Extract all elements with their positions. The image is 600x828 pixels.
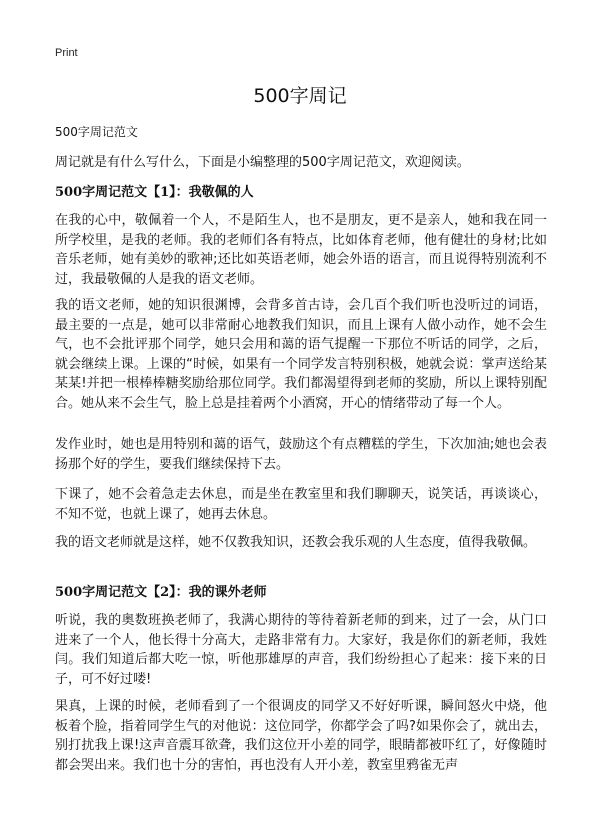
- section-1-paragraph-2: 我的语文老师，她的知识很渊博，会背多首古诗，会几百个我们听也没听过的词语，最主要的一点是，她可以非常耐心地教我们知识，而且上课有人做小动作，她不会生气，也不会批评那个同学，她只会用和蔼的语气提醒一下那位不听话的同学，之后，就会继续上课。上课的“时候，如果有一个同学发言特别积极，她就会说：掌声送给某某某!并把一根棒棒糖奖励给那位同学。我们都渴望得到老师的奖励，所以上课特别配合。她从来不会生气，脸上总是挂着两个小酒窝，开心的情绪带动了每一个人。: [55, 298, 547, 411]
- section-heading-2: 500字周记范文【2】：我的课外老师: [55, 585, 267, 600]
- section-1-paragraph-3: 发作业时，她也是用特别和蔼的语气，鼓励这个有点糟糕的学生，下次加油;她也会表扬那个好的学生，要我们继续保持下去。: [55, 437, 547, 472]
- section-1-paragraph-5: 我的语文老师就是这样，她不仅教我知识，还教会我乐观的人生态度，值得我敬佩。: [55, 535, 537, 550]
- print-link[interactable]: Print: [55, 47, 78, 59]
- document-subtitle: 500字周记范文: [55, 125, 138, 139]
- section-2-paragraph-1: 听说，我的奥数班换老师了，我满心期待的等待着新老师的到来，过了一会，从门口进来了一个人，他长得十分高大，走路非常有力。大家好，我是你们的新老师，我姓闫。我们知道后都大吃一惊，听他那雄厚的声音，我们纷纷担心了起来：接下来的日子，可不好过喽!: [55, 613, 547, 687]
- document-title: 500字周记: [253, 85, 347, 107]
- section-1-paragraph-4: 下课了，她不会着急走去休息，而是坐在教室里和我们聊聊天，说笑话，再谈谈心，不知不觉，也就上课了，她再去休息。: [55, 487, 547, 522]
- intro-paragraph: 周记就是有什么写什么，下面是小编整理的500字周记范文，欢迎阅读。: [55, 155, 470, 170]
- section-2-paragraph-2: 果真，上课的时候，老师看到了一个很调皮的同学又不好好听课，瞬间怒火中烧，他板着个脸，指着同学生气的对他说：这位同学，你都学会了吗?如果你会了，就出去，别打扰我上课!这声音震耳欲聋，我们这位开小差的同学，眼睛都被吓红了，好像随时都会哭出来。我们也十分的害怕，再也没有人开小差，教室里鸦雀无声: [55, 699, 547, 773]
- section-1-paragraph-1: 在我的心中，敬佩着一个人，不是陌生人，也不是朋友，更不是亲人，她和我在同一所学校里，是我的老师。我的老师们各有特点，比如体育老师，他有健壮的身材;比如音乐老师，她有美妙的歌神;还比如英语老师，她会外语的语言，而且说得特别流利不过，我最敬佩的人是我的语文老师。: [55, 213, 547, 287]
- section-heading-1: 500字周记范文【1】：我敬佩的人: [55, 185, 254, 200]
